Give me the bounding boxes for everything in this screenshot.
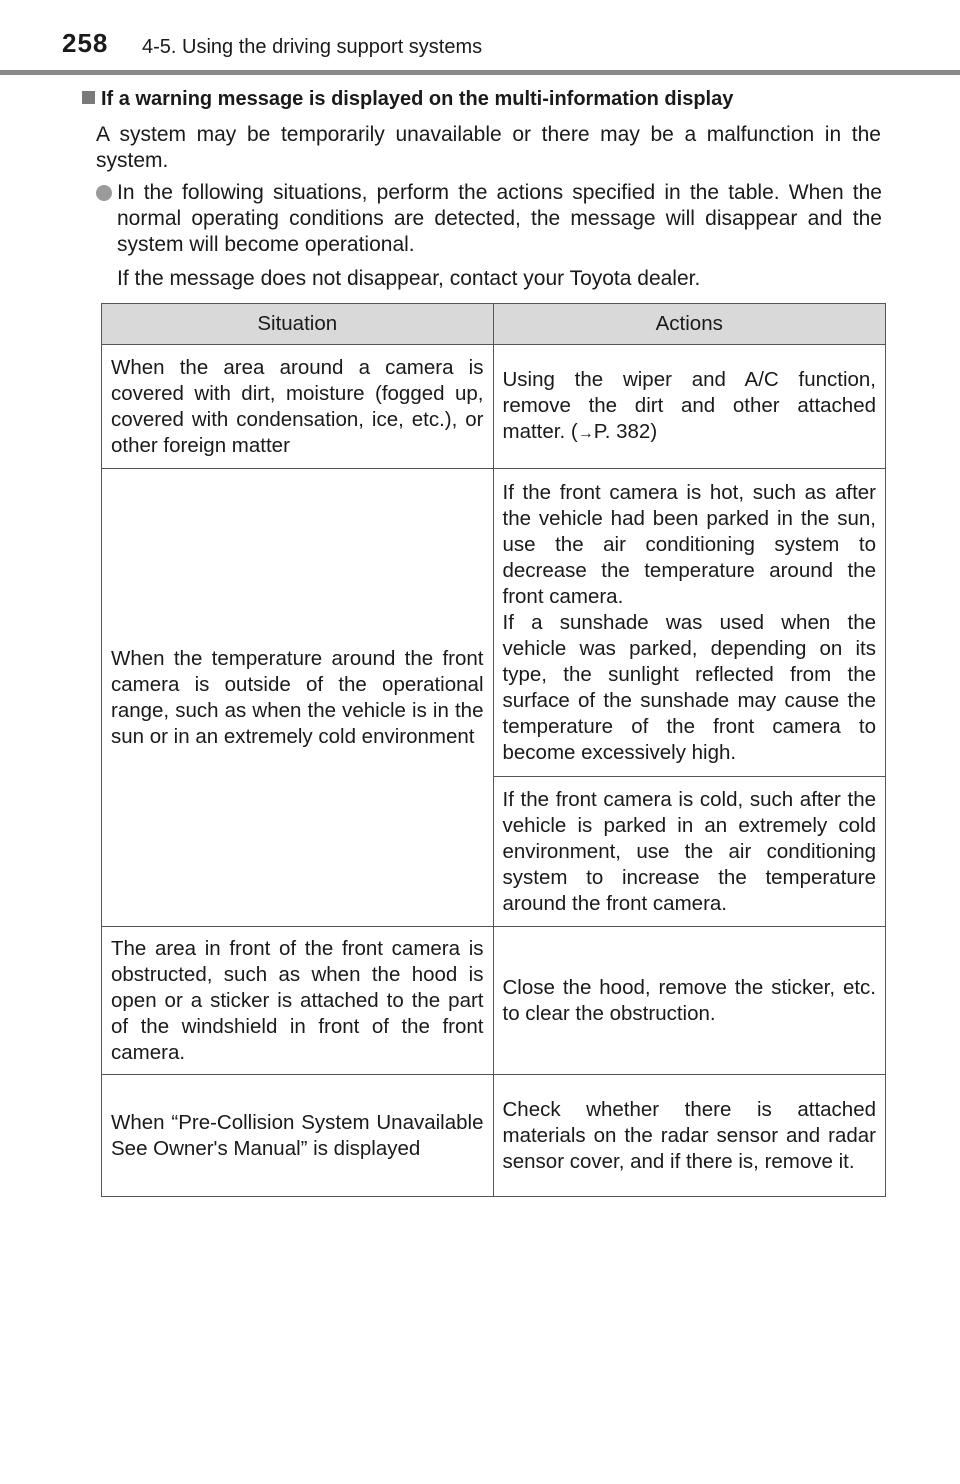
column-header-situation: Situation [102, 304, 494, 345]
action-cell [493, 345, 886, 469]
action-cell: If the front camera is cold, such after the vehicle is parked in an extremely cold environment, use the air conditioning system to increase the temperature around the front camera. [493, 777, 886, 927]
header-divider [0, 70, 960, 75]
page-reference: P. 382) [593, 419, 658, 443]
action-cell: Check whether there is attached materials on the radar sensor and radar sensor cover, and if there is, remove it. [493, 1075, 886, 1197]
action-text-hot: If the front camera is hot, such as after the vehicle had been parked in the sun, use the air conditioning system to decrease the temperature around the front camera. [502, 480, 876, 608]
action-text-sunshade: If a sunshade was used when the vehicle was parked, depending on its type, the sunlight reflected from the surface of the sunshade may cause the temperature of the front camera to become excessively high. [502, 610, 876, 764]
page-number: 258 [62, 28, 109, 58]
situation-cell: When “Pre-Collision System Unavailable See Owner's Manual” is displayed [102, 1075, 494, 1197]
subheading-text: If a warning message is displayed on the multi-information display [101, 88, 734, 110]
section-title: 4-5. Using the driving support systems [142, 36, 483, 58]
table-row [102, 345, 886, 469]
subheading [82, 88, 733, 111]
followup-paragraph: If the message does not disappear, contact your Toyota dealer. [117, 267, 701, 290]
situation-cell: When the temperature around the front camera is outside of the operational range, such as when the vehicle is in the sun or in an extremely cold environment [102, 469, 494, 927]
action-cell: Close the hood, remove the sticker, etc. to clear the obstruction. [493, 927, 886, 1075]
intro-paragraph: A system may be temporarily unavailable or there may be a malfunction in the system. [96, 123, 881, 172]
bullet-text: In the following situations, perform the actions specified in the table. When the normal operating conditions are detected, the message will disappear and the system will become operational. [117, 181, 882, 256]
column-header-actions: Actions [493, 304, 886, 345]
page-header [0, 0, 960, 78]
action-cell [493, 469, 886, 777]
arrow-right-icon: → [577, 424, 594, 442]
situation-cell: The area in front of the front camera is obstructed, such as when the hood is open or a sticker is attached to the part of the windshield in front of the front camera. [102, 927, 494, 1075]
situation-cell: When the area around a camera is covered with dirt, moisture (fogged up, covered with condensation, ice, etc.), or other foreign matter [102, 345, 494, 469]
table-header-row [102, 304, 886, 345]
round-bullet-icon [96, 185, 112, 201]
table-row [102, 1075, 886, 1197]
table-row [102, 927, 886, 1075]
action-text: Using the wiper and A/C function, remove the dirt and other attached matter. ( [502, 367, 876, 443]
situation-actions-table [101, 303, 886, 1197]
square-bullet-icon [82, 91, 95, 104]
table-row [102, 469, 886, 777]
